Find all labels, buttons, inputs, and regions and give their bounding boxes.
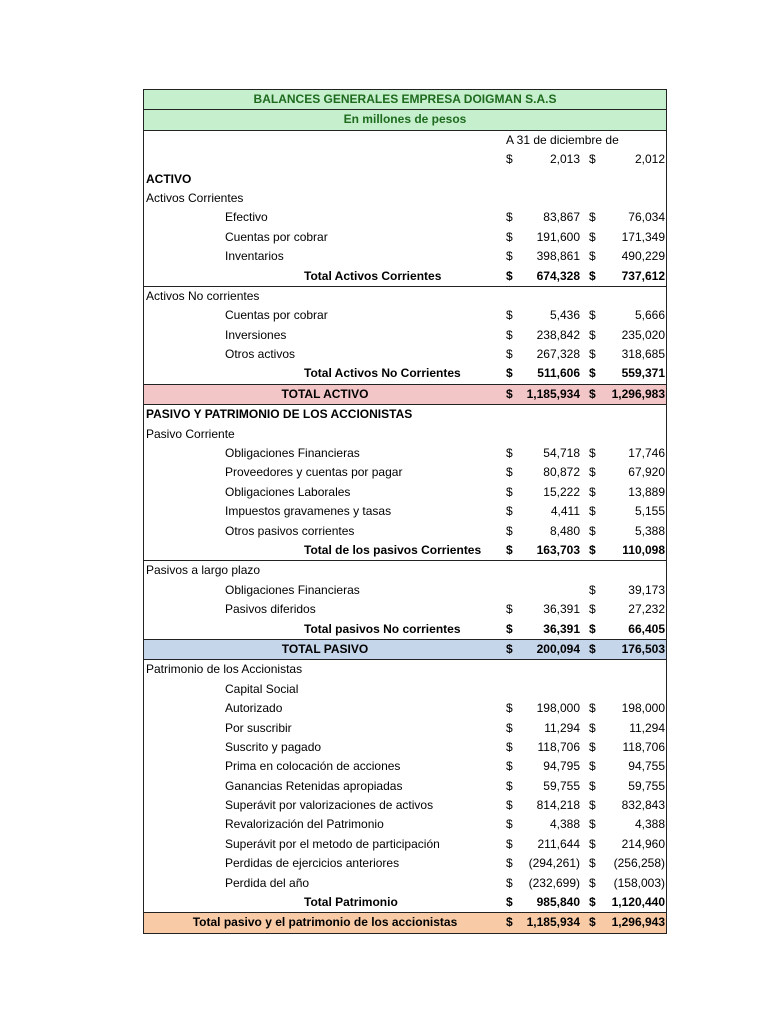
value-2012: 1,120,440 [611,895,665,910]
row-label: Pasivos diferidos [225,602,316,617]
value-2013: 198,000 [536,701,580,716]
subtotal-row [143,620,667,639]
table-row [143,306,667,325]
currency-sign: $ [506,602,513,617]
value-2013: 4,388 [549,817,580,832]
group-activos-corrientes [143,189,667,208]
value-2013: (232,699) [528,875,580,890]
subtotal-label: Total pasivos No corrientes [304,621,461,636]
currency-sign: $ [506,701,513,716]
currency-sign: $ [506,229,513,244]
currency-sign: $ [506,366,513,381]
currency-sign: $ [506,327,513,342]
value-2012: 214,960 [621,836,665,851]
group-title: Pasivo Corriente [146,426,235,441]
table-row [143,796,667,815]
currency-sign: $ [506,759,513,774]
value-2012: (256,258) [613,856,665,871]
date-label: A 31 de diciembre de [506,132,619,147]
currency-sign: $ [506,798,513,813]
value-2012: 39,173 [628,582,665,597]
value-2012: 1,296,943 [611,915,665,930]
currency-sign: $ [589,268,596,283]
row-label: Prima en colocación de acciones [225,759,401,774]
value-2013: 5,436 [549,308,580,323]
currency-sign: $ [589,542,596,557]
currency-sign: $ [506,446,513,461]
section-title: PASIVO Y PATRIMONIO DE LOS ACCIONISTAS [146,407,413,422]
total-label: Total pasivo y el patrimonio de los accionistas [192,915,458,930]
value-2012: 235,020 [621,327,665,342]
currency-sign: $ [506,836,513,851]
table-row [143,463,667,482]
row-label: Ganancias Retenidas apropiadas [225,778,403,793]
currency-sign: $ [589,778,596,793]
total-activo-row [143,384,667,405]
table-row [143,815,667,834]
currency-sign: $ [589,582,596,597]
value-2012: 1,296,983 [611,386,665,401]
value-2012: 59,755 [628,778,665,793]
subtotal-label: Total Activos Corrientes [304,268,442,283]
total-label: TOTAL PASIVO [281,641,369,656]
value-2013: 985,840 [536,895,580,910]
table-row [143,854,667,873]
currency-sign: $ [506,817,513,832]
row-label: Inventarios [225,249,284,264]
table-row [143,835,667,854]
row-label: Superávit por valorizaciones de activos [225,798,434,813]
group-title: Activos No corrientes [146,288,260,303]
value-2013: 814,218 [536,798,580,813]
currency-sign: $ [589,249,596,264]
currency-sign: $ [506,268,513,283]
value-2013: 59,755 [543,778,580,793]
table-row [143,208,667,227]
value-2012: (158,003) [613,875,665,890]
currency-sign: $ [589,836,596,851]
table-row [143,247,667,266]
date-header-row [143,130,667,150]
row-label: Autorizado [225,701,283,716]
row-label: Cuentas por cobrar [225,308,328,323]
row-label: Otros pasivos corrientes [225,523,355,538]
table-row [143,444,667,463]
grand-total-row [143,912,667,933]
currency-sign: $ [589,739,596,754]
value-2012: 832,843 [621,798,665,813]
currency-sign: $ [589,446,596,461]
row-label: Perdidas de ejercicios anteriores [225,856,400,871]
group-activos-no-corrientes [143,287,667,306]
value-2013: 238,842 [536,327,580,342]
subtotal-row [143,893,667,912]
table-row [143,777,667,796]
table-row [143,874,667,893]
currency-sign: $ [589,701,596,716]
value-2013: 54,718 [543,446,580,461]
currency-sign: $ [589,386,596,401]
currency-sign: $ [506,621,513,636]
currency-sign: $ [506,641,513,656]
currency-sign: $ [589,484,596,499]
value-2013: 398,861 [536,249,580,264]
currency-sign: $ [589,915,596,930]
row-label: Obligaciones Laborales [225,484,351,499]
currency-sign: $ [506,856,513,871]
row-label: Por suscribir [225,720,292,735]
value-2012: 66,405 [628,621,665,636]
total-pasivo-row [143,639,667,660]
subtotal-label: Total Patrimonio [304,895,398,910]
value-2013: 1,185,934 [526,386,580,401]
currency-sign: $ [589,602,596,617]
value-2013: 1,185,934 [526,915,580,930]
value-2013: 83,867 [543,210,580,225]
value-2013: 36,391 [543,602,580,617]
group-title: Pasivos a largo plazo [146,563,261,578]
currency-sign: $ [589,229,596,244]
value-2013: 80,872 [543,465,580,480]
subtotal-row [143,267,667,287]
group-pasivo-corriente [143,425,667,444]
row-label: Otros activos [225,347,296,362]
table-row [143,228,667,247]
value-2012: 737,612 [621,268,665,283]
group-title: Activos Corrientes [146,190,244,205]
currency-sign: $ [506,152,513,167]
table-row [143,738,667,757]
row-label: Obligaciones Financieras [225,582,360,597]
value-2012: 67,920 [628,465,665,480]
currency-sign: $ [506,739,513,754]
value-2013: (294,261) [528,856,580,871]
currency-sign: $ [589,465,596,480]
row-label: Capital Social [225,681,299,696]
value-2012: 17,746 [628,446,665,461]
currency-sign: $ [506,249,513,264]
value-2012: 4,388 [634,817,665,832]
value-2012: 198,000 [621,701,665,716]
currency-sign: $ [506,504,513,519]
value-2013: 4,411 [550,504,580,519]
table-row [143,757,667,776]
total-label: TOTAL ACTIVO [281,386,369,401]
currency-sign: $ [589,327,596,342]
group-pasivos-largo-plazo [143,561,667,580]
currency-sign: $ [589,366,596,381]
value-2012: 5,155 [634,504,665,519]
table-row [143,326,667,345]
currency-sign: $ [589,895,596,910]
currency-sign: $ [589,504,596,519]
row-label: Efectivo [225,210,268,225]
currency-sign: $ [506,210,513,225]
value-2012: 171,349 [621,229,665,244]
currency-sign: $ [506,895,513,910]
currency-sign: $ [506,484,513,499]
table-row [143,522,667,541]
table-row [143,600,667,619]
value-2013: 163,703 [536,542,580,557]
value-2012: 110,098 [622,542,665,557]
row-label: Revalorización del Patrimonio [225,817,384,832]
year-2013: 2,013 [549,152,580,167]
currency-sign: $ [589,856,596,871]
value-2012: 94,755 [628,759,665,774]
value-2012: 13,889 [628,484,665,499]
currency-sign: $ [589,875,596,890]
table-row [143,483,667,502]
value-2013: 94,795 [543,759,580,774]
section-title: ACTIVO [146,171,192,186]
row-label: Obligaciones Financieras [225,446,360,461]
value-2013: 36,391 [543,621,580,636]
currency-sign: $ [589,720,596,735]
row-label: Proveedores y cuentas por pagar [225,465,403,480]
year-header-row [143,150,667,169]
value-2012: 5,666 [634,308,665,323]
row-label: Cuentas por cobrar [225,229,328,244]
value-2012: 318,685 [621,347,665,362]
value-2013: 267,328 [536,347,580,362]
currency-sign: $ [506,308,513,323]
value-2012: 5,388 [634,523,665,538]
value-2012: 76,034 [628,210,665,225]
balance-sheet [143,89,667,934]
value-2013: 200,094 [536,641,580,656]
currency-sign: $ [589,347,596,362]
value-2012: 27,232 [628,602,665,617]
value-2012: 559,371 [621,366,665,381]
table-row [143,699,667,718]
row-label: Impuestos gravamenes y tasas [225,504,392,519]
value-2013: 11,294 [544,720,580,735]
group-title: Patrimonio de los Accionistas [146,662,303,677]
currency-sign: $ [589,798,596,813]
value-2012: 118,706 [622,739,665,754]
subtotal-row [143,364,667,383]
currency-sign: $ [589,759,596,774]
currency-sign: $ [506,720,513,735]
subtotal-label: Total Activos No Corrientes [304,366,461,381]
row-label: Suscrito y pagado [225,739,322,754]
currency-sign: $ [506,542,513,557]
currency-sign: $ [589,308,596,323]
value-2013: 674,328 [536,268,580,283]
currency-sign: $ [589,817,596,832]
currency-sign: $ [506,915,513,930]
row-label: Perdida del año [225,875,310,890]
subtotal-label: Total de los pasivos Corrientes [304,542,482,557]
table-row [143,502,667,521]
subtotal-row [143,541,667,561]
capital-social-row [143,680,667,699]
row-label: Inversiones [225,327,287,342]
table-row [143,581,667,600]
table-row [143,719,667,738]
currency-sign: $ [589,152,596,167]
year-2012: 2,012 [634,152,665,167]
group-patrimonio [143,660,667,679]
section-pasivo [143,405,667,424]
value-2013: 8,480 [549,523,580,538]
currency-sign: $ [506,386,513,401]
value-2012: 490,229 [621,249,665,264]
currency-sign: $ [589,641,596,656]
section-activo [143,170,667,189]
table-row [143,345,667,364]
value-2013: 211,644 [537,836,580,851]
value-2013: 118,706 [537,739,580,754]
currency-sign: $ [506,523,513,538]
value-2012: 176,503 [621,641,665,656]
currency-sign: $ [506,465,513,480]
currency-sign: $ [589,523,596,538]
currency-sign: $ [589,621,596,636]
value-2013: 191,600 [536,229,580,244]
sheet-title: BALANCES GENERALES EMPRESA DOIGMAN S.A.S [143,89,667,109]
currency-sign: $ [506,778,513,793]
currency-sign: $ [506,875,513,890]
value-2013: 511,606 [537,366,580,381]
value-2013: 15,222 [543,484,580,499]
value-2012: 11,294 [629,720,665,735]
currency-sign: $ [589,210,596,225]
sheet-subtitle: En millones de pesos [143,109,667,129]
row-label: Superávit por el metodo de participación [225,836,440,851]
currency-sign: $ [506,347,513,362]
